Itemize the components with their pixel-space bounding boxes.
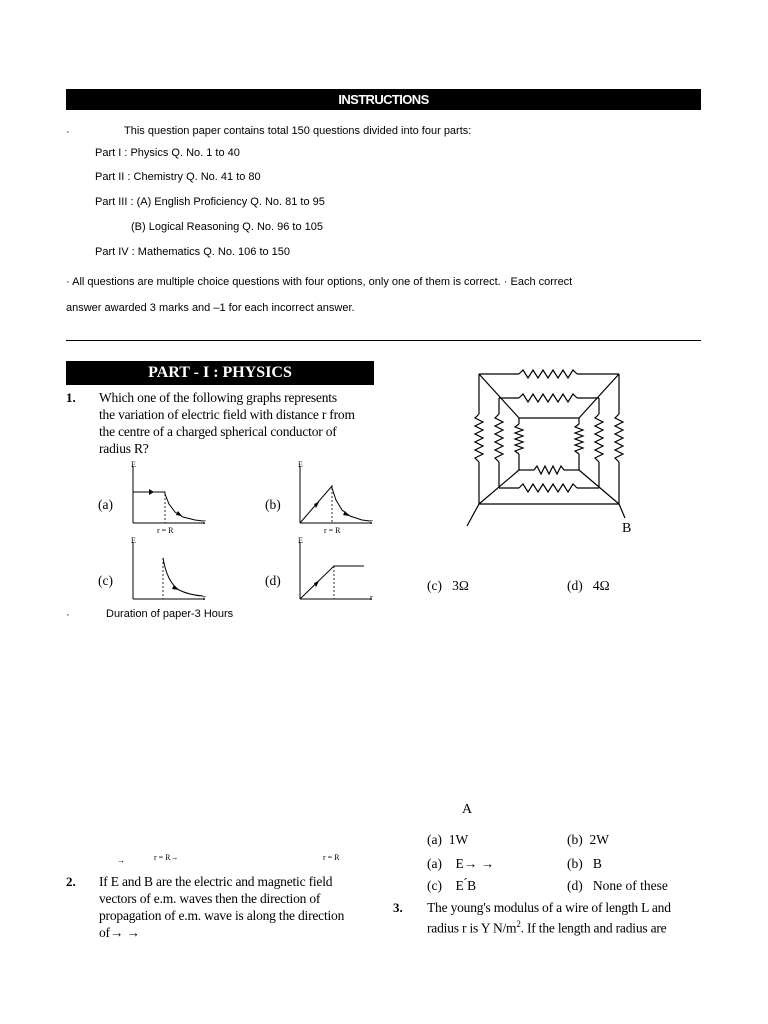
- part-1-line: Part I : Physics Q. No. 1 to 40: [95, 147, 240, 159]
- q1-graph-c: [125, 536, 215, 606]
- bullet: ·: [66, 126, 70, 138]
- circuit-option-a: (a) 1W: [427, 832, 469, 847]
- q2-option-d: (d) None of these: [567, 878, 668, 893]
- question-3-number: 3.: [393, 900, 403, 915]
- circuit-label-a: A: [462, 802, 473, 817]
- part-4-line: Part IV : Mathematics Q. No. 106 to 150: [95, 246, 291, 258]
- stray-r-eq-R-2: r = R: [323, 853, 340, 862]
- question-2-text: If E and B are the electric and magnetic field vectors of e.m. waves then the direction of propagation of e.m. wave is along the direction of→ →: [99, 874, 345, 940]
- instructions-note-1: · All questions are multiple choice questions with four options, only one of them is correct. · Each correct: [66, 276, 573, 288]
- question-1-text: Which one of the following graphs represents the variation of electric field with distance r from the centre of a charged spherical conductor of radius R?: [99, 390, 355, 456]
- instructions-intro: This question paper contains total 150 questions divided into four parts:: [124, 125, 472, 137]
- instructions-note-2: answer awarded 3 marks and –1 for each incorrect answer.: [66, 302, 355, 314]
- q1-a-r-eq-R: r = R: [157, 526, 174, 535]
- duration-text: Duration of paper-3 Hours: [106, 608, 234, 620]
- q1-option-d-label: (d): [265, 573, 281, 588]
- q2-option-c: (c) E ́B: [427, 878, 477, 893]
- q1-option-b-label: (b): [265, 497, 281, 512]
- stray-r-eq-R-1: r = R→: [154, 853, 179, 862]
- part-3b-line: (B) Logical Reasoning Q. No. 96 to 105: [131, 221, 324, 233]
- q1-a-axis-e: E: [131, 460, 136, 469]
- q1-option-c-label: (c): [98, 573, 113, 588]
- q1-b-axis-r: r: [370, 517, 373, 526]
- duration-bullet: ·: [66, 609, 70, 621]
- q1-c-axis-r: r: [203, 593, 206, 602]
- q1-c-axis-e: E: [131, 536, 136, 545]
- q2-option-b: (b) B: [567, 856, 602, 871]
- circuit-option-b: (b) 2W: [567, 832, 609, 847]
- part-1-heading: PART - I : PHYSICS: [66, 361, 374, 385]
- q1-d-axis-r: r: [370, 593, 373, 602]
- instructions-heading: INSTRUCTIONS: [66, 89, 701, 110]
- q1-option-a-label: (a): [98, 497, 113, 512]
- question-2-number: 2.: [66, 874, 76, 889]
- q1-graph-d: [292, 536, 382, 606]
- circuit-option-d: (d) 4Ω: [567, 578, 610, 593]
- part-3-line: Part III : (A) English Proficiency Q. No. 81 to 95: [95, 196, 325, 208]
- q1-a-axis-r: r: [203, 517, 206, 526]
- question-3-text: The young's modulus of a wire of length L and radius r is Y $N/m^2$. If the length and radius are: [427, 900, 671, 936]
- circuit-diagram: [462, 358, 637, 538]
- q1-b-axis-e: E: [298, 460, 303, 469]
- q1-b-r-eq-R: r = R: [324, 526, 341, 535]
- stray-arrow: →: [117, 856, 125, 865]
- q1-d-axis-e: E: [298, 536, 303, 545]
- part-2-line: Part II : Chemistry Q. No. 41 to 80: [95, 171, 261, 183]
- circuit-label-b: B: [622, 521, 632, 536]
- question-1-number: 1.: [66, 390, 76, 405]
- q2-option-a: (a) E→ →: [427, 856, 495, 871]
- circuit-option-c: (c) 3Ω: [427, 578, 469, 593]
- divider: [66, 340, 701, 341]
